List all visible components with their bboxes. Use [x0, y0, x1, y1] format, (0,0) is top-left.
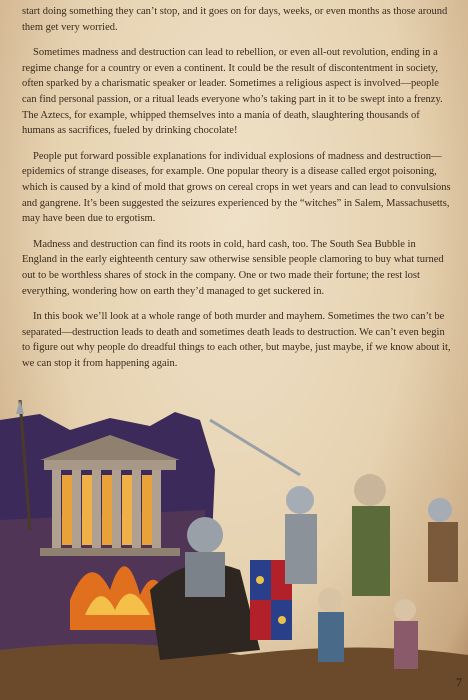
paragraph-5: In this book we’ll look at a whole range of both murder and mayhem. Sometimes the two can’t be separated—destruction leads to death and sometimes death leads to destruction. We can’t even begin to figure out why people do dreadful things to each other, but maybe, just maybe, if we know about it, we can stop it from happening again. — [22, 311, 451, 369]
paragraph-1: start doing something they can’t stop, and it goes on for days, weeks, or even months as those around them get very worried. — [22, 6, 448, 33]
page-number: 7 — [456, 675, 462, 689]
battle-illustration — [0, 400, 468, 700]
body-text — [22, 4, 452, 381]
soldiers — [285, 474, 458, 669]
paragraph-3: People put forward possible explanations for individual explosions of madness and destruction—epidemics of strange diseases, for example. One popular theory is a disease called ergot poisoning, which is caused by a kind of mold that grows on cereal crops in wet years and can lead to convulsions and gangrene. It’s been suggested the seizures experienced by the “witches” in Salem, Massachusetts, may have been due to ergotism. — [22, 150, 451, 225]
temple — [40, 435, 180, 556]
paragraph-2: Sometimes madness and destruction can lead to rebellion, or even all-out revolution, ending in a regime change for a country or even a continent. It could be the result of discontentment in society, often sparked by a charismatic speaker or leader. Sometimes a religious aspect is involved—people can find personal passion, or a ritual leads everyone who’s taking part in it to be swept into a frenzy. The Aztecs, for example, whipped themselves into a mania of death, slaughtering thousands of humans as sacrifices, fueled by drinking chocolate! — [22, 47, 443, 137]
paragraph-4: Madness and destruction can find its roots in cold, hard cash, too. The South Sea Bubble in England in the early eighteenth century saw otherwise sensible people clamoring to buy what turned out to be worthless shares of stock in the company. One or two made their fortune; the rest lost everything, wondering how on earth they’d managed to get suckered in. — [22, 238, 444, 297]
